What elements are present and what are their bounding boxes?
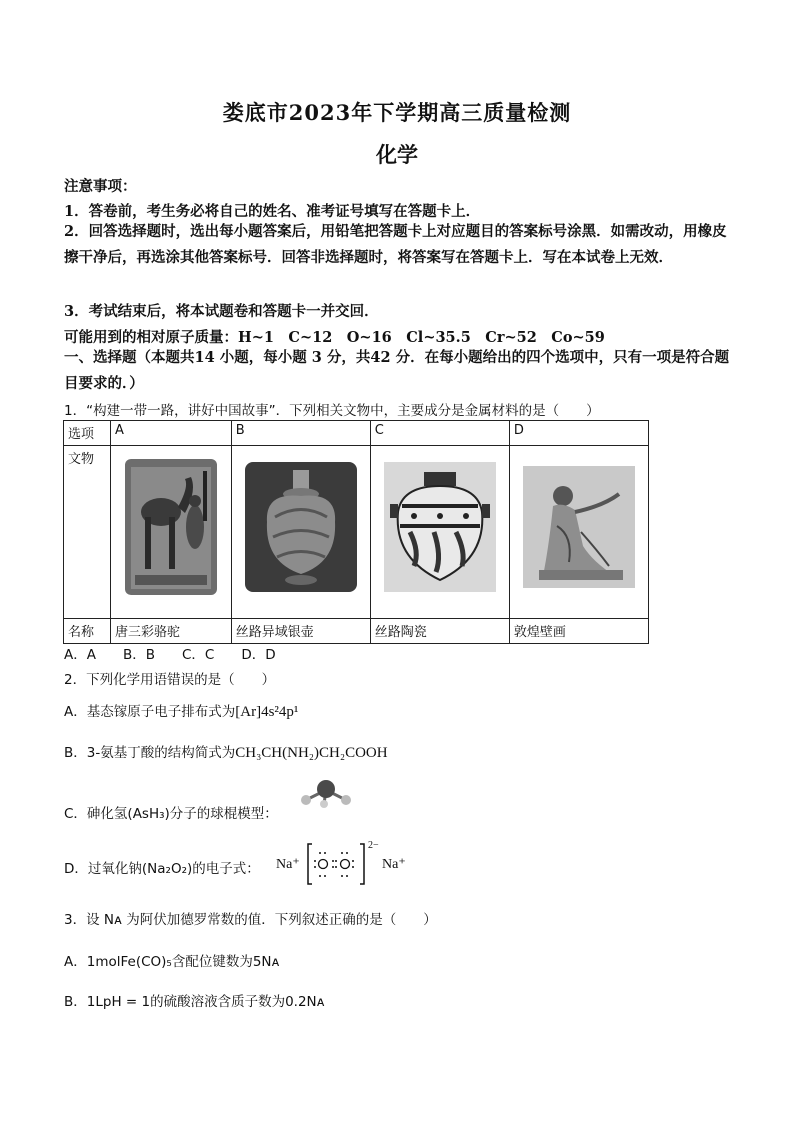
question-2-option-b (64, 741, 388, 762)
option-a-label: A (111, 421, 232, 446)
atomic-masses: 可能用到的相对原子质量：H~1 C~12 O~16 Cl~35.5 Cr~52 Co~59 (64, 329, 605, 346)
artifact-a-cell (111, 446, 232, 619)
ball-stick-model-image (298, 778, 354, 808)
note-item-1: 1．答卷前，考生务必将自己的姓名、准考证号填写在答题卡上． (64, 203, 481, 220)
option-a-text: A．基态镓原子电子排布式为 (64, 704, 236, 720)
row-header-artifact: 文物 (64, 446, 111, 619)
silver-pot-image (245, 462, 357, 592)
notes-heading: 注意事项： (64, 178, 137, 195)
sodium-ion-right: Na⁺ (382, 857, 406, 872)
artifact-c-cell (370, 446, 509, 619)
artifact-c-name: 丝路陶瓷 (370, 619, 509, 644)
artifact-b-cell (231, 446, 370, 619)
option-d-label: D (509, 421, 648, 446)
option-c-label: C (370, 421, 509, 446)
question-2-option-d (64, 857, 260, 877)
note-item-2: 2．回答选择题时，选出每小题答案后，用铅笔把答题卡上对应题目的答案标号涂黑．如需改动，用橡皮擦干净后，再选涂其他答案标号．回答非选择题时，将答案写在答题卡上．写在本试卷上无效． (64, 223, 727, 266)
note-item-3: 3．考试结束后，将本试题卷和答题卡一并交回． (64, 303, 379, 320)
question-1-choices: A．A B．B C．C D．D (64, 647, 276, 663)
artifact-d-name: 敦煌壁画 (509, 619, 648, 644)
artifact-b-name: 丝路异域银壶 (231, 619, 370, 644)
option-d-text: D．过氧化钠(Na₂O₂)的电子式： (64, 861, 260, 877)
option-b-formula: CH₃CH(NH₂)CH₂COOH (235, 745, 388, 761)
exam-subject: 化学 (376, 142, 418, 167)
question-2-stem: 2．下列化学用语错误的是（ ） (64, 672, 276, 688)
question-2-option-c (64, 802, 278, 822)
option-b-text: B．3-氨基丁酸的结构简式为 (64, 745, 236, 761)
sodium-ion-left: Na⁺ (276, 857, 300, 872)
option-b-label: B (231, 421, 370, 446)
artifact-d-cell (509, 446, 648, 619)
option-a-formula: [Ar]4s²4p¹ (235, 704, 299, 720)
camel-figurine-image (123, 457, 219, 597)
peroxide-bracket-icon (306, 842, 366, 886)
electron-formula (276, 840, 426, 890)
exam-title: 娄底市2023年下学期高三质量检测 (222, 100, 572, 125)
question-2-option-a (64, 700, 298, 721)
porcelain-jar-image (384, 462, 496, 592)
question-3-option-b: B．1LpH = 1的硫酸溶液含质子数为0.2Nᴀ (64, 994, 325, 1010)
question-3-option-a: A．1molFe(CO)₅含配位键数为5Nᴀ (64, 954, 280, 970)
question-1-stem: 1．“构建一带一路，讲好中国故事”．下列相关文物中，主要成分是金属材料的是（ ） (64, 403, 600, 419)
artifact-table (63, 420, 649, 644)
section-heading: 一、选择题（本题共14 小题，每小题 3 分，共42 分．在每小题给出的四个选项中，只有一项是符合题目要求的．） (64, 349, 730, 392)
peroxide-charge: 2− (368, 840, 379, 851)
row-header-name: 名称 (64, 619, 111, 644)
question-3-stem: 3．设 Nᴀ 为阿伏加德罗常数的值．下列叙述正确的是（ ） (64, 912, 437, 928)
row-header-option: 选项 (64, 421, 111, 446)
option-c-text: C．砷化氢(AsH₃)分子的球棍模型： (64, 806, 278, 822)
artifact-a-name: 唐三彩骆驼 (111, 619, 232, 644)
mural-image (523, 466, 635, 588)
